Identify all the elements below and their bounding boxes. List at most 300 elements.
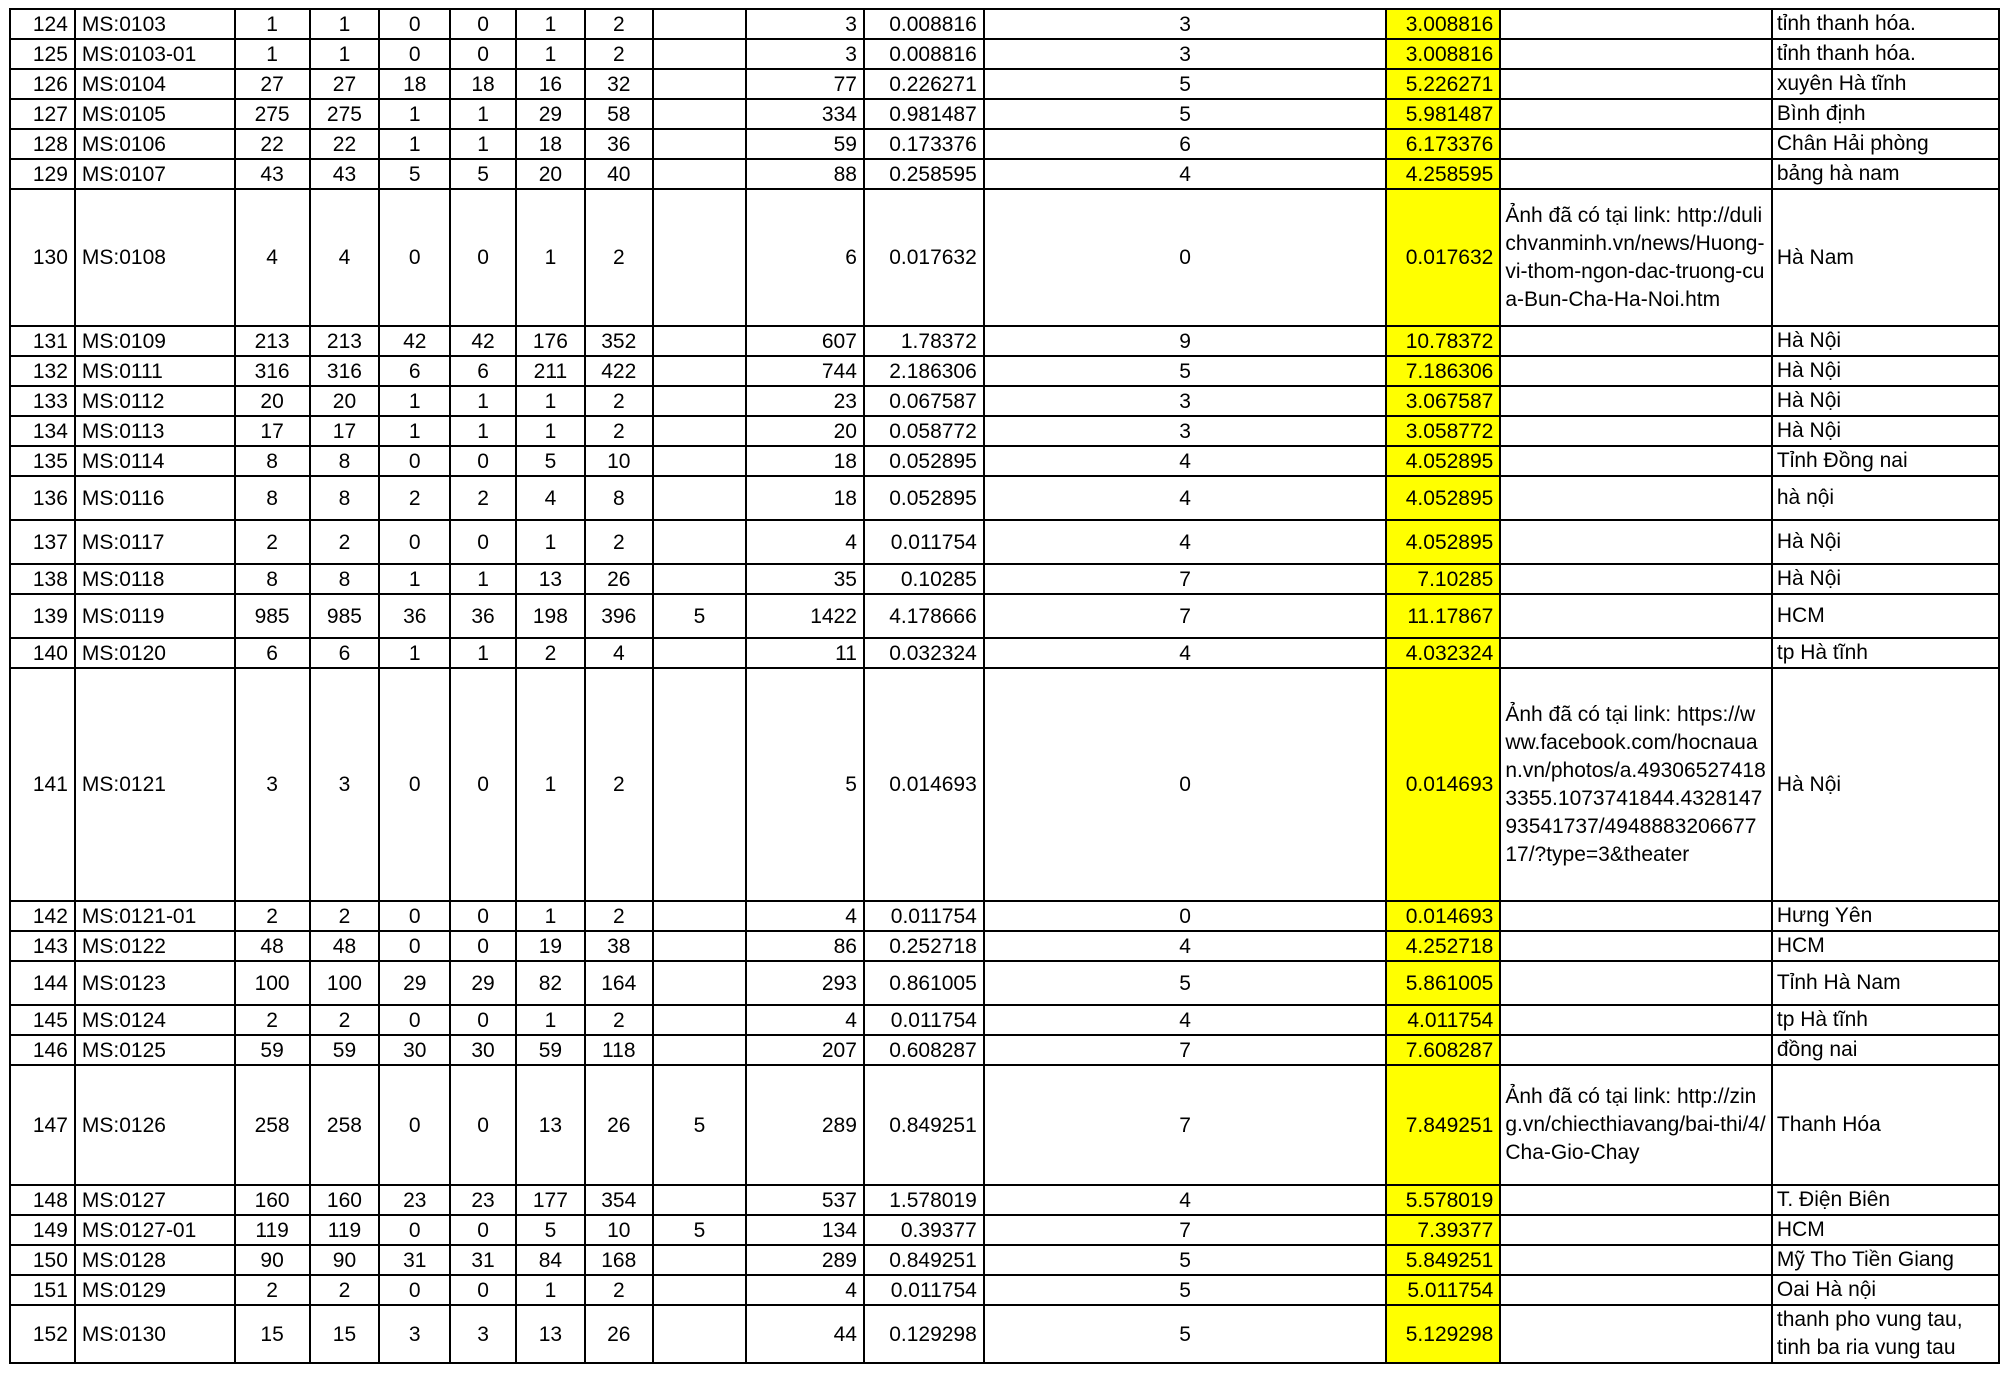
score-cell: 0 <box>984 189 1387 326</box>
row-number: 130 <box>10 189 75 326</box>
value-cell: 1 <box>379 638 450 668</box>
value-cell: 0 <box>379 1065 450 1185</box>
value-cell: 213 <box>235 326 310 356</box>
value-cell: 1 <box>516 189 585 326</box>
value-cell: 23 <box>450 1185 516 1215</box>
value-cell: 168 <box>585 1245 653 1275</box>
value-cell: 0 <box>379 446 450 476</box>
final-score-cell: 4.052895 <box>1386 520 1500 564</box>
note-cell <box>1500 961 1772 1005</box>
score-cell: 4 <box>984 159 1387 189</box>
value-cell: 84 <box>516 1245 585 1275</box>
final-score-cell: 4.052895 <box>1386 446 1500 476</box>
score-cell: 5 <box>984 1245 1387 1275</box>
location-cell: xuyên Hà tĩnh <box>1772 69 1999 99</box>
value-cell <box>653 1005 747 1035</box>
location-cell: Hà Nam <box>1772 189 1999 326</box>
value-cell: 32 <box>585 69 653 99</box>
row-number: 141 <box>10 668 75 901</box>
note-cell <box>1500 638 1772 668</box>
code-cell: MS:0117 <box>75 520 235 564</box>
row-number: 129 <box>10 159 75 189</box>
final-score-cell: 5.849251 <box>1386 1245 1500 1275</box>
location-cell: tỉnh thanh hóa. <box>1772 39 1999 69</box>
value-cell: 1 <box>516 520 585 564</box>
location-cell: Hà Nội <box>1772 356 1999 386</box>
total-cell: 4 <box>746 520 864 564</box>
value-cell: 8 <box>310 476 380 520</box>
value-cell: 2 <box>585 9 653 39</box>
final-score-cell: 5.129298 <box>1386 1305 1500 1363</box>
value-cell <box>653 386 747 416</box>
ratio-cell: 0.252718 <box>864 931 984 961</box>
table-row <box>10 1065 1999 1185</box>
score-cell: 5 <box>984 356 1387 386</box>
location-cell: Thanh Hóa <box>1772 1065 1999 1185</box>
value-cell: 1 <box>450 386 516 416</box>
total-cell: 607 <box>746 326 864 356</box>
value-cell: 8 <box>310 564 380 594</box>
value-cell: 198 <box>516 594 585 638</box>
value-cell: 43 <box>310 159 380 189</box>
value-cell: 985 <box>310 594 380 638</box>
table-row <box>10 931 1999 961</box>
total-cell: 20 <box>746 416 864 446</box>
score-cell: 0 <box>984 901 1387 931</box>
value-cell: 0 <box>379 39 450 69</box>
ratio-cell: 0.10285 <box>864 564 984 594</box>
value-cell: 8 <box>235 446 310 476</box>
value-cell <box>653 446 747 476</box>
table-row <box>10 9 1999 39</box>
row-number: 148 <box>10 1185 75 1215</box>
code-cell: MS:0130 <box>75 1305 235 1363</box>
final-score-cell: 4.052895 <box>1386 476 1500 520</box>
value-cell: 30 <box>379 1035 450 1065</box>
value-cell: 0 <box>450 1065 516 1185</box>
ratio-cell: 0.067587 <box>864 386 984 416</box>
score-cell: 4 <box>984 476 1387 520</box>
location-cell: Tỉnh Đồng nai <box>1772 446 1999 476</box>
table-row <box>10 129 1999 159</box>
value-cell: 160 <box>235 1185 310 1215</box>
location-cell: Hà Nội <box>1772 416 1999 446</box>
value-cell: 1 <box>379 416 450 446</box>
code-cell: MS:0113 <box>75 416 235 446</box>
ratio-cell: 1.78372 <box>864 326 984 356</box>
total-cell: 134 <box>746 1215 864 1245</box>
total-cell: 289 <box>746 1245 864 1275</box>
location-cell: Oai Hà nội <box>1772 1275 1999 1305</box>
table-row <box>10 520 1999 564</box>
score-cell: 5 <box>984 1275 1387 1305</box>
value-cell: 2 <box>310 1005 380 1035</box>
value-cell: 38 <box>585 931 653 961</box>
row-number: 144 <box>10 961 75 1005</box>
table-row <box>10 69 1999 99</box>
location-cell: Bình định <box>1772 99 1999 129</box>
value-cell: 1 <box>450 129 516 159</box>
final-score-cell: 10.78372 <box>1386 326 1500 356</box>
ratio-cell: 0.226271 <box>864 69 984 99</box>
value-cell <box>653 99 747 129</box>
note-cell <box>1500 1185 1772 1215</box>
value-cell <box>653 1305 747 1363</box>
value-cell: 1 <box>379 99 450 129</box>
value-cell: 2 <box>585 668 653 901</box>
score-cell: 7 <box>984 1215 1387 1245</box>
value-cell: 17 <box>310 416 380 446</box>
value-cell: 8 <box>235 476 310 520</box>
code-cell: MS:0123 <box>75 961 235 1005</box>
final-score-cell: 3.067587 <box>1386 386 1500 416</box>
value-cell: 23 <box>379 1185 450 1215</box>
value-cell: 5 <box>450 159 516 189</box>
score-cell: 7 <box>984 1065 1387 1185</box>
value-cell: 48 <box>310 931 380 961</box>
value-cell: 4 <box>235 189 310 326</box>
value-cell: 258 <box>310 1065 380 1185</box>
value-cell: 1 <box>450 638 516 668</box>
value-cell: 1 <box>516 668 585 901</box>
note-cell <box>1500 1275 1772 1305</box>
note-cell <box>1500 901 1772 931</box>
value-cell <box>653 1035 747 1065</box>
ratio-cell: 0.39377 <box>864 1215 984 1245</box>
note-cell <box>1500 39 1772 69</box>
total-cell: 11 <box>746 638 864 668</box>
ratio-cell: 0.052895 <box>864 476 984 520</box>
value-cell: 3 <box>310 668 380 901</box>
table-row <box>10 326 1999 356</box>
value-cell: 0 <box>450 931 516 961</box>
value-cell: 26 <box>585 1065 653 1185</box>
value-cell: 2 <box>585 39 653 69</box>
value-cell <box>653 961 747 1005</box>
value-cell: 5 <box>653 1065 747 1185</box>
score-cell: 4 <box>984 520 1387 564</box>
value-cell: 2 <box>585 520 653 564</box>
code-cell: MS:0121 <box>75 668 235 901</box>
score-cell: 0 <box>984 668 1387 901</box>
value-cell: 2 <box>235 1005 310 1035</box>
code-cell: MS:0121-01 <box>75 901 235 931</box>
value-cell: 36 <box>450 594 516 638</box>
final-score-cell: 3.008816 <box>1386 39 1500 69</box>
final-score-cell: 5.861005 <box>1386 961 1500 1005</box>
location-cell: Hà Nội <box>1772 668 1999 901</box>
value-cell <box>653 901 747 931</box>
code-cell: MS:0103 <box>75 9 235 39</box>
note-cell: Ảnh đã có tại link: http://dulichvanminh.vn/news/Huong-vi-thom-ngon-dac-truong-cua-Bun-Cha-Ha-Noi.htm <box>1500 189 1772 326</box>
value-cell: 13 <box>516 1305 585 1363</box>
score-cell: 3 <box>984 386 1387 416</box>
row-number: 131 <box>10 326 75 356</box>
value-cell: 59 <box>310 1035 380 1065</box>
row-number: 134 <box>10 416 75 446</box>
note-cell <box>1500 356 1772 386</box>
value-cell: 26 <box>585 564 653 594</box>
value-cell: 5 <box>379 159 450 189</box>
value-cell: 100 <box>310 961 380 1005</box>
value-cell: 258 <box>235 1065 310 1185</box>
score-cell: 4 <box>984 446 1387 476</box>
table-row <box>10 99 1999 129</box>
final-score-cell: 5.981487 <box>1386 99 1500 129</box>
code-cell: MS:0106 <box>75 129 235 159</box>
value-cell: 6 <box>450 356 516 386</box>
value-cell: 29 <box>450 961 516 1005</box>
code-cell: MS:0128 <box>75 1245 235 1275</box>
row-number: 143 <box>10 931 75 961</box>
value-cell: 0 <box>379 1215 450 1245</box>
value-cell: 0 <box>450 520 516 564</box>
table-row <box>10 668 1999 901</box>
value-cell <box>653 159 747 189</box>
row-number: 142 <box>10 901 75 931</box>
score-cell: 4 <box>984 1005 1387 1035</box>
value-cell: 160 <box>310 1185 380 1215</box>
score-cell: 5 <box>984 69 1387 99</box>
row-number: 150 <box>10 1245 75 1275</box>
value-cell: 2 <box>310 1275 380 1305</box>
value-cell <box>653 9 747 39</box>
ratio-cell: 0.017632 <box>864 189 984 326</box>
value-cell: 0 <box>450 668 516 901</box>
value-cell: 2 <box>310 901 380 931</box>
table-row <box>10 1305 1999 1363</box>
value-cell <box>653 356 747 386</box>
final-score-cell: 4.011754 <box>1386 1005 1500 1035</box>
value-cell: 43 <box>235 159 310 189</box>
ratio-cell: 0.849251 <box>864 1065 984 1185</box>
value-cell: 15 <box>310 1305 380 1363</box>
code-cell: MS:0122 <box>75 931 235 961</box>
value-cell: 90 <box>310 1245 380 1275</box>
value-cell: 316 <box>235 356 310 386</box>
value-cell: 36 <box>379 594 450 638</box>
value-cell <box>653 416 747 446</box>
note-cell <box>1500 159 1772 189</box>
value-cell: 164 <box>585 961 653 1005</box>
code-cell: MS:0111 <box>75 356 235 386</box>
value-cell: 19 <box>516 931 585 961</box>
value-cell: 0 <box>379 668 450 901</box>
total-cell: 23 <box>746 386 864 416</box>
table-row <box>10 476 1999 520</box>
score-cell: 5 <box>984 961 1387 1005</box>
total-cell: 44 <box>746 1305 864 1363</box>
value-cell: 0 <box>450 901 516 931</box>
ratio-cell: 1.578019 <box>864 1185 984 1215</box>
final-score-cell: 0.017632 <box>1386 189 1500 326</box>
value-cell: 213 <box>310 326 380 356</box>
ratio-cell: 0.011754 <box>864 520 984 564</box>
value-cell: 1 <box>235 39 310 69</box>
location-cell: tp Hà tĩnh <box>1772 638 1999 668</box>
note-cell <box>1500 520 1772 564</box>
final-score-cell: 5.578019 <box>1386 1185 1500 1215</box>
code-cell: MS:0109 <box>75 326 235 356</box>
value-cell: 396 <box>585 594 653 638</box>
value-cell: 177 <box>516 1185 585 1215</box>
value-cell: 1 <box>516 1275 585 1305</box>
row-number: 140 <box>10 638 75 668</box>
value-cell: 2 <box>235 520 310 564</box>
location-cell: HCM <box>1772 931 1999 961</box>
final-score-cell: 0.014693 <box>1386 668 1500 901</box>
value-cell: 27 <box>235 69 310 99</box>
note-cell <box>1500 564 1772 594</box>
total-cell: 18 <box>746 476 864 520</box>
table-row <box>10 159 1999 189</box>
location-cell: HCM <box>1772 594 1999 638</box>
total-cell: 5 <box>746 668 864 901</box>
final-score-cell: 7.186306 <box>1386 356 1500 386</box>
row-number: 133 <box>10 386 75 416</box>
row-number: 145 <box>10 1005 75 1035</box>
table-row <box>10 564 1999 594</box>
value-cell: 118 <box>585 1035 653 1065</box>
location-cell: tỉnh thanh hóa. <box>1772 9 1999 39</box>
value-cell: 17 <box>235 416 310 446</box>
value-cell: 0 <box>379 931 450 961</box>
score-cell: 4 <box>984 931 1387 961</box>
value-cell <box>653 564 747 594</box>
value-cell <box>653 189 747 326</box>
value-cell: 8 <box>310 446 380 476</box>
value-cell: 2 <box>235 1275 310 1305</box>
note-cell <box>1500 129 1772 159</box>
value-cell: 275 <box>235 99 310 129</box>
note-cell <box>1500 1245 1772 1275</box>
value-cell <box>653 668 747 901</box>
value-cell: 1 <box>516 9 585 39</box>
location-cell: hà nội <box>1772 476 1999 520</box>
value-cell <box>653 326 747 356</box>
row-number: 139 <box>10 594 75 638</box>
row-number: 125 <box>10 39 75 69</box>
value-cell: 22 <box>235 129 310 159</box>
table-row <box>10 1245 1999 1275</box>
note-cell <box>1500 446 1772 476</box>
value-cell: 20 <box>235 386 310 416</box>
value-cell: 2 <box>585 1005 653 1035</box>
total-cell: 4 <box>746 1005 864 1035</box>
table-row <box>10 416 1999 446</box>
code-cell: MS:0103-01 <box>75 39 235 69</box>
value-cell: 0 <box>379 1005 450 1035</box>
value-cell <box>653 1275 747 1305</box>
value-cell: 1 <box>379 386 450 416</box>
code-cell: MS:0119 <box>75 594 235 638</box>
ratio-cell: 0.849251 <box>864 1245 984 1275</box>
value-cell: 0 <box>379 9 450 39</box>
value-cell: 40 <box>585 159 653 189</box>
note-cell <box>1500 1005 1772 1035</box>
location-cell: đồng nai <box>1772 1035 1999 1065</box>
location-cell: Tỉnh Hà Nam <box>1772 961 1999 1005</box>
value-cell: 4 <box>310 189 380 326</box>
ratio-cell: 0.981487 <box>864 99 984 129</box>
location-cell: tp Hà tĩnh <box>1772 1005 1999 1035</box>
code-cell: MS:0116 <box>75 476 235 520</box>
value-cell: 3 <box>450 1305 516 1363</box>
value-cell: 1 <box>516 386 585 416</box>
ratio-cell: 0.608287 <box>864 1035 984 1065</box>
location-cell: Chân Hải phòng <box>1772 129 1999 159</box>
row-number: 135 <box>10 446 75 476</box>
note-cell <box>1500 594 1772 638</box>
score-cell: 7 <box>984 1035 1387 1065</box>
value-cell: 29 <box>516 99 585 129</box>
score-cell: 3 <box>984 416 1387 446</box>
value-cell <box>653 69 747 99</box>
value-cell: 422 <box>585 356 653 386</box>
table-row <box>10 189 1999 326</box>
code-cell: MS:0125 <box>75 1035 235 1065</box>
total-cell: 207 <box>746 1035 864 1065</box>
table-row <box>10 1215 1999 1245</box>
ratio-cell: 0.008816 <box>864 39 984 69</box>
score-cell: 4 <box>984 638 1387 668</box>
table-row <box>10 1275 1999 1305</box>
value-cell: 58 <box>585 99 653 129</box>
ratio-cell: 0.258595 <box>864 159 984 189</box>
value-cell: 10 <box>585 1215 653 1245</box>
row-number: 132 <box>10 356 75 386</box>
value-cell: 1 <box>450 99 516 129</box>
value-cell <box>653 931 747 961</box>
ratio-cell: 0.011754 <box>864 901 984 931</box>
value-cell: 0 <box>379 1275 450 1305</box>
note-cell <box>1500 1305 1772 1363</box>
total-cell: 3 <box>746 39 864 69</box>
value-cell: 13 <box>516 564 585 594</box>
ratio-cell: 0.173376 <box>864 129 984 159</box>
value-cell: 27 <box>310 69 380 99</box>
total-cell: 537 <box>746 1185 864 1215</box>
location-cell: bảng hà nam <box>1772 159 1999 189</box>
value-cell: 13 <box>516 1065 585 1185</box>
value-cell: 316 <box>310 356 380 386</box>
final-score-cell: 5.011754 <box>1386 1275 1500 1305</box>
ratio-cell: 0.032324 <box>864 638 984 668</box>
location-cell: Hà Nội <box>1772 564 1999 594</box>
note-cell: Ảnh đã có tại link: https://www.facebook.com/hocnauan.vn/photos/a.493065274183355.1073741844.432814793541737/494888320667717/?type=3&theater <box>1500 668 1772 901</box>
location-cell: HCM <box>1772 1215 1999 1245</box>
total-cell: 3 <box>746 9 864 39</box>
value-cell: 30 <box>450 1035 516 1065</box>
score-table <box>9 8 2000 1364</box>
final-score-cell: 6.173376 <box>1386 129 1500 159</box>
table-row <box>10 961 1999 1005</box>
value-cell: 0 <box>450 1005 516 1035</box>
code-cell: MS:0129 <box>75 1275 235 1305</box>
total-cell: 18 <box>746 446 864 476</box>
note-cell <box>1500 476 1772 520</box>
score-cell: 3 <box>984 39 1387 69</box>
value-cell: 0 <box>450 39 516 69</box>
value-cell: 42 <box>379 326 450 356</box>
value-cell: 18 <box>379 69 450 99</box>
value-cell: 0 <box>450 1275 516 1305</box>
value-cell: 10 <box>585 446 653 476</box>
code-cell: MS:0104 <box>75 69 235 99</box>
table-row <box>10 39 1999 69</box>
location-cell: Mỹ Tho Tiền Giang <box>1772 1245 1999 1275</box>
value-cell: 354 <box>585 1185 653 1215</box>
